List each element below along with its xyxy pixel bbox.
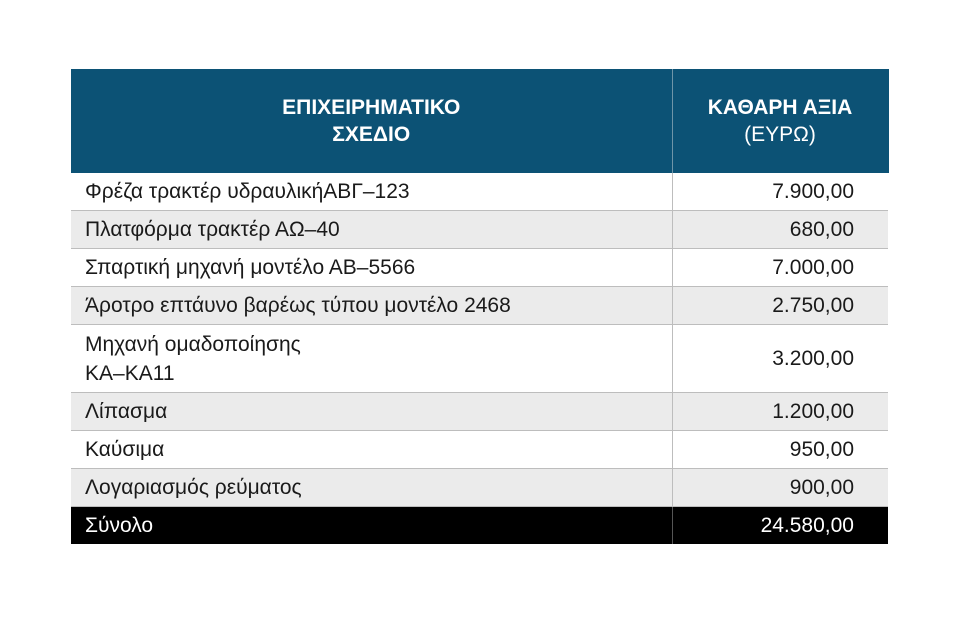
item-name xyxy=(71,325,672,393)
table-row xyxy=(71,287,888,325)
item-name: Λίπασμα xyxy=(71,393,672,431)
item-name: Φρέζα τρακτέρ υδραυλικήΑΒΓ–123 xyxy=(71,173,672,211)
column-header-net-value-unit: (ΕΥΡΩ) xyxy=(744,123,816,146)
item-name: Λογαριασμός ρεύματος xyxy=(71,469,672,507)
item-name-line2: ΚΑ–ΚΑ11 xyxy=(85,361,175,385)
column-header-plan-line2: ΣΧΕΔΙΟ xyxy=(332,123,411,146)
table-row xyxy=(71,249,888,287)
item-name: Άροτρο επτάυνο βαρέως τύπου μοντέλο 2468 xyxy=(71,287,672,325)
table-row xyxy=(71,393,888,431)
item-name: Σπαρτική μηχανή μοντέλο ΑΒ–5566 xyxy=(71,249,672,287)
table-row xyxy=(71,469,888,507)
column-header-plan xyxy=(71,69,672,173)
item-name: Καύσιμα xyxy=(71,431,672,469)
item-value: 3.200,00 xyxy=(672,325,888,393)
item-value: 7.000,00 xyxy=(672,249,888,287)
table-row xyxy=(71,325,888,393)
column-header-net-value xyxy=(672,69,888,173)
item-value: 1.200,00 xyxy=(672,393,888,431)
table-row xyxy=(71,173,888,211)
business-plan-table xyxy=(71,69,889,544)
table-row xyxy=(71,211,888,249)
column-header-net-value-line1: ΚΑΘΑΡΗ ΑΞΙΑ xyxy=(707,96,853,119)
total-value: 24.580,00 xyxy=(672,507,888,545)
table-row xyxy=(71,431,888,469)
item-value: 950,00 xyxy=(672,431,888,469)
total-row xyxy=(71,507,888,545)
total-label: Σύνολο xyxy=(71,507,672,545)
item-name: Πλατφόρμα τρακτέρ ΑΩ–40 xyxy=(71,211,672,249)
item-value: 7.900,00 xyxy=(672,173,888,211)
item-value: 680,00 xyxy=(672,211,888,249)
item-value: 2.750,00 xyxy=(672,287,888,325)
column-header-plan-line1: ΕΠΙΧΕΙΡΗΜΑΤΙΚΟ xyxy=(282,96,461,119)
table-header-row xyxy=(71,69,888,173)
item-value: 900,00 xyxy=(672,469,888,507)
item-name-line1: Μηχανή ομαδοποίησης xyxy=(85,332,301,356)
